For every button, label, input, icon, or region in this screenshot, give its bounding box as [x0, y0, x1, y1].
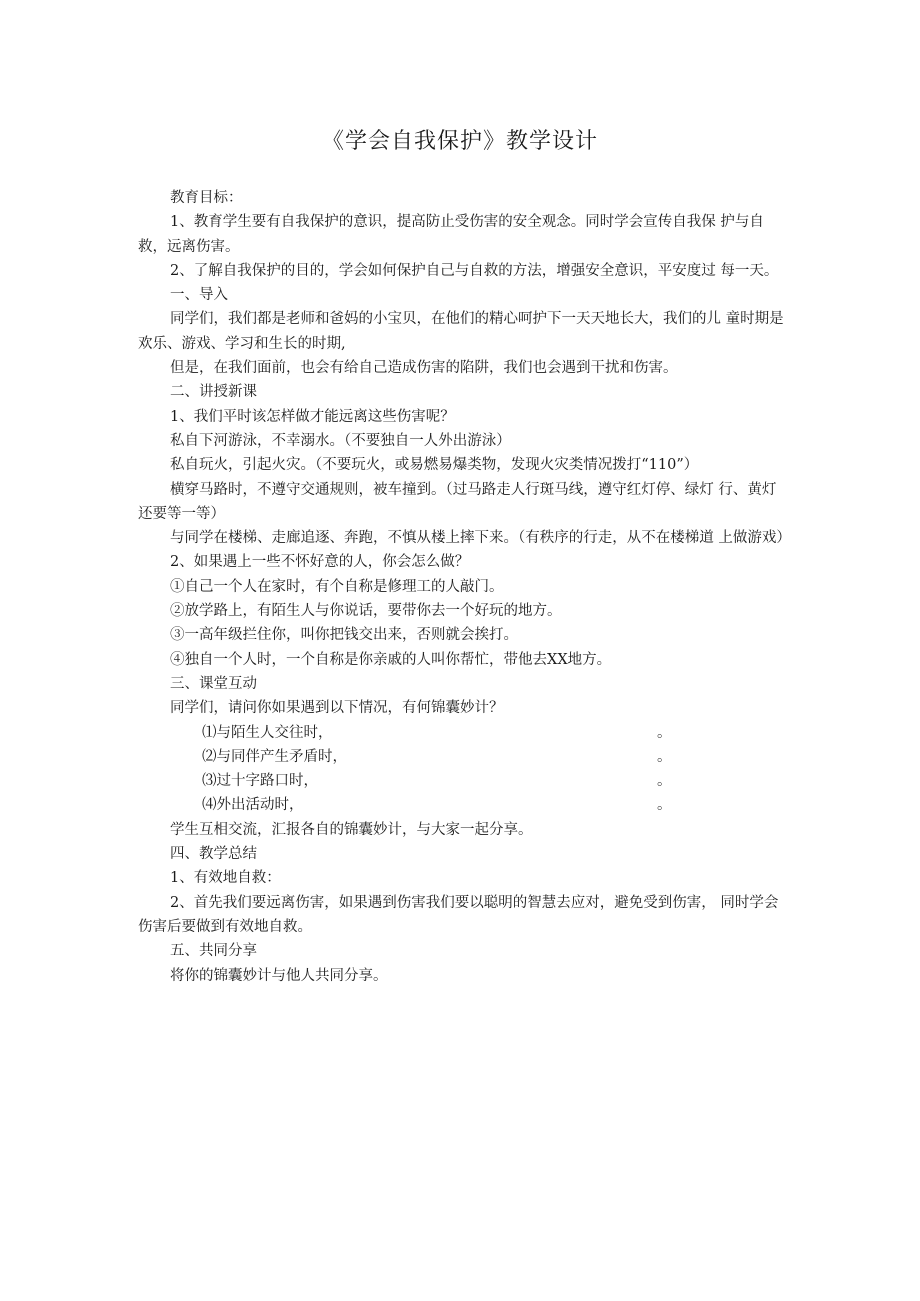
section-5-paragraph-1: 将你的锦囊妙计与他人共同分享。 [170, 967, 388, 984]
section-3-item [138, 769, 786, 793]
section-2-answer-3: 横穿马路时，不遵守交通规则，被车撞到。（过马路走人行斑马线，遵守红灯停、绿灯 行、黄灯还要等一等） [138, 481, 777, 522]
section-3-item-question: ⑵与同伴产生矛盾时， [202, 748, 347, 765]
goal-1: 1、教育学生要有自我保护的意识，提高防止受伤害的安全观念。同时学会宣传自我保 护与自救，远离伤害。 [138, 214, 764, 255]
section-3-item-end: 。 [657, 773, 672, 790]
section-3-item-question: ⑴与陌生人交往时， [202, 724, 333, 741]
section-1-paragraph-2: 但是，在我们面前，也会有给自己造成伤害的陷阱，我们也会遇到干扰和伤害。 [170, 360, 678, 377]
section-3-item-end: 。 [657, 797, 672, 814]
section-2-heading: 二、讲授新课 [170, 384, 257, 401]
section-1-paragraph-1: 同学们，我们都是老师和爸妈的小宝贝，在他们的精心呵护下一天天地长大，我们的儿 童时期是欢乐、游戏、学习和生长的时期, [138, 311, 784, 352]
section-3-item-end: 。 [657, 748, 672, 765]
section-3-outro: 学生互相交流，汇报各自的锦囊妙计，与大家一起分享。 [170, 821, 533, 838]
section-2-answer-4: 与同学在楼梯、走廊追逐、奔跑，不慎从楼上摔下来。（有秩序的行走，从不在楼梯道 上做游戏） [170, 530, 791, 547]
goal-2: 2、了解自我保护的目的，学会如何保护自己与自救的方法，增强安全意识，平安度过 每一天。 [170, 262, 779, 279]
section-3-intro: 同学们，请问你如果遇到以下情况，有何锦囊妙计？ [170, 700, 504, 717]
section-3-item-question: ⑶过十字路口时， [202, 773, 318, 790]
section-2-question-2: 2、如果遇上一些不怀好意的人，你会怎么做？ [170, 554, 470, 571]
document-body [138, 186, 791, 988]
section-4-paragraph-2: 2、首先我们要远离伤害，如果遇到伤害我们要以聪明的智慧去应对，避免受到伤害， 同时学会伤害后要做到有效地自救。 [138, 894, 779, 935]
document-title: 《学会自我保护》教学设计 [321, 129, 598, 154]
section-3-item [138, 745, 786, 769]
section-1-heading: 一、导入 [170, 287, 228, 304]
section-3-item-end: 。 [657, 724, 672, 741]
section-4-paragraph-1: 1、有效地自救： [170, 870, 281, 887]
section-2-answer-1: 私自下河游泳，不幸溺水。（不要独自一人外出游泳） [170, 432, 511, 449]
section-4-heading: 四、教学总结 [170, 846, 257, 863]
section-3-item-question: ⑷外出活动时， [202, 797, 304, 814]
goals-heading: 教育目标： [170, 190, 243, 206]
section-3-item [138, 721, 786, 745]
section-2-question-1: 1、我们平时该怎样做才能远离这些伤害呢？ [170, 408, 455, 425]
section-2-case-2: ②放学路上，有陌生人与你说话，要带你去一个好玩的地方。 [170, 603, 562, 620]
section-2-case-4: ④独自一个人时，一个自称是你亲戚的人叫你帮忙，带他去XX地方。 [170, 651, 612, 668]
section-2-case-3: ③一高年级拦住你，叫你把钱交出来，否则就会挨打。 [170, 627, 518, 644]
section-2-case-1: ①自己一个人在家时，有个自称是修理工的人敲门。 [170, 578, 504, 595]
section-3-item [138, 793, 786, 817]
section-5-heading: 五、共同分享 [170, 943, 257, 960]
section-3-heading: 三、课堂互动 [170, 675, 257, 692]
section-2-answer-2: 私自玩火，引起火灾。（不要玩火，或易燃易爆类物，发现火灾类情况拨打“110”） [170, 457, 699, 474]
